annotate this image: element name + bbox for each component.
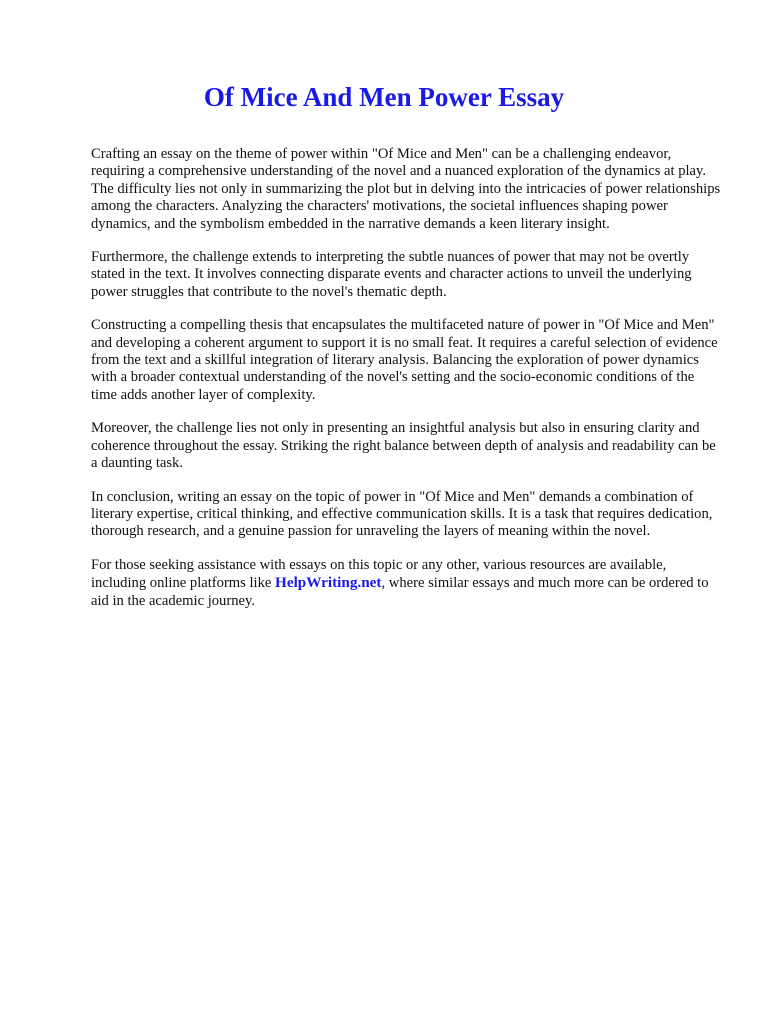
essay-body [91,146,721,626]
paragraph-6-after-link: , where similar essays and much more can be ordered to aid in the academic journey. [91,575,709,609]
paragraph-4: Moreover, the challenge lies not only in presenting an insightful analysis but also in ensuring clarity and coherence throughout the essay. Striking the right balance between depth of analysis and readability can be a daunting task. [91,420,716,472]
paragraph-1: Crafting an essay on the theme of power within "Of Mice and Men" can be a challenging endeavor, requiring a comprehensive understanding of the novel and a nuanced exploration of the dynamics at play. The difficulty lies not only in summarizing the plot but in delving into the intricacies of power relationships among the characters. Analyzing the characters' motivations, the societal influences shaping power dynamics, and the symbolism embedded in the narrative demands a keen literary insight. [91,146,721,232]
helpwriting-link[interactable]: HelpWriting.net [275,574,382,592]
page-title: Of Mice And Men Power Essay [203,82,565,112]
paragraph-2: Furthermore, the challenge extends to interpreting the subtle nuances of power that may not be overtly stated in the text. It involves connecting disparate events and character actions to unveil the underlying power struggles that contribute to the novel's thematic depth. [91,249,692,300]
paragraph-3: Constructing a compelling thesis that encapsulates the multifaceted nature of power in "Of Mice and Men" and developing a coherent argument to support it is no small feat. It requires a careful selection of evidence from the text and a skillful integration of literary analysis. Balancing the exploration of power dynamics with a broader contextual understanding of the novel's setting and the socio-economic conditions of the time adds another layer of complexity. [91,317,718,403]
paragraph-6-before-link: For those seeking assistance with essays on this topic or any other, various resources are available, including online platforms like [91,556,667,592]
paragraph-5: In conclusion, writing an essay on the topic of power in "Of Mice and Men" demands a combination of literary expertise, critical thinking, and effective communication skills. It is a task that requires dedication, thorough research, and a genuine passion for unraveling the layers of meaning within the novel. [91,488,713,540]
paragraph-6 [91,557,721,610]
